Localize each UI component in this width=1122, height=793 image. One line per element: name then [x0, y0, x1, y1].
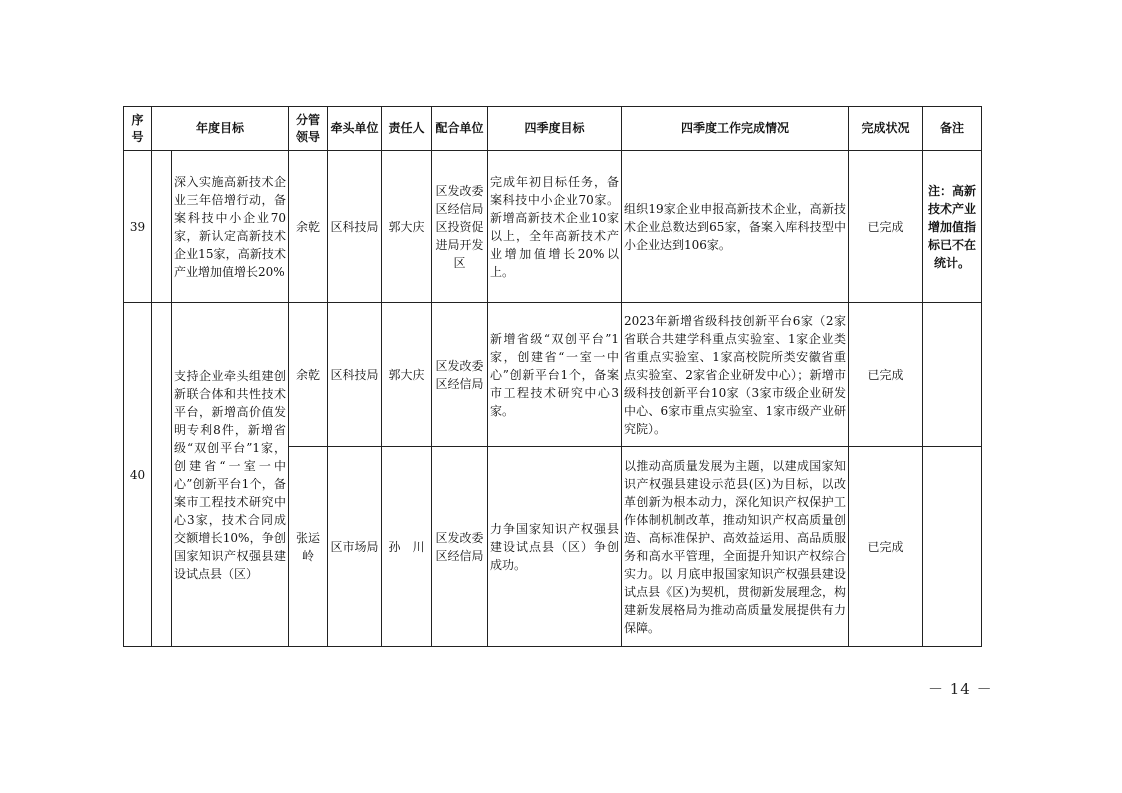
work-progress-table: [123, 106, 982, 647]
row-40-annual-goal: 支持企业牵头组建创新联合体和共性技术平台，新增高价值发明专利8件，新增省级“双创平台”1家，创建省“一室一中心”创新平台1个，备案市工程技术研究中心3家，技术合同成交额增长10%，争创国家知识产权强县建设试点县（区）: [172, 303, 289, 647]
header-done-status: 完成状况: [849, 107, 923, 151]
row-40a-q4-status: 2023年新增省级科技创新平台6家（2家省联合共建学科重点实验室、1家企业类省重点实验室、1家高校院所类安徽省重点实验室、2家省企业研发中心）；新增市级科技创新平台10家（3家市级企业研发中心、6家市重点实验室、1家市级产业研究院）。: [622, 303, 849, 447]
header-person: 责任人: [382, 107, 432, 151]
row-39-person: 郭大庆: [382, 151, 432, 303]
row-40b-person: 孙 川: [382, 447, 432, 647]
row-40a-remark: [923, 303, 982, 447]
row-39-leader: 余乾: [289, 151, 328, 303]
header-lead-unit: 牵头单位: [328, 107, 382, 151]
header-leader: 分管领导: [289, 107, 328, 151]
row-40b-coop-unit: 区发改委区经信局: [432, 447, 488, 647]
row-40a-leader: 余乾: [289, 303, 328, 447]
row-39-q4-status: 组织19家企业申报高新技术企业，高新技术企业总数达到65家，备案入库科技型中小企业达到106家。: [622, 151, 849, 303]
row-40b-lead-unit: 区市场局: [328, 447, 382, 647]
row-39-seq: 39: [124, 151, 152, 303]
row-40a-coop-unit: 区发改委区经信局: [432, 303, 488, 447]
row-39-remark: 注：高新技术产业增加值指标已不在统计。: [923, 151, 982, 303]
row-40a-lead-unit: 区科技局: [328, 303, 382, 447]
row-40a-person: 郭大庆: [382, 303, 432, 447]
table-row: [124, 303, 982, 447]
table-header-row: [124, 107, 982, 151]
header-coop-unit: 配合单位: [432, 107, 488, 151]
row-39-spacer: [152, 151, 172, 303]
header-q4-goal: 四季度目标: [488, 107, 622, 151]
row-39-q4-goal: 完成年初目标任务，备案科技中小企业70家。新增高新技术企业10家以上，全年高新技术产业增加值增长20%以上。: [488, 151, 622, 303]
row-39-annual-goal: 深入实施高新技术企业三年倍增行动，备案科技中小企业70家，新认定高新技术企业15家，高新技术产业增加值增长20%: [172, 151, 289, 303]
row-40-spacer: [152, 303, 172, 647]
row-40b-q4-goal: 力争国家知识产权强县建设试点县（区）争创成功。: [488, 447, 622, 647]
row-40b-leader: 张运岭: [289, 447, 328, 647]
header-q4-status: 四季度工作完成情况: [622, 107, 849, 151]
row-40b-q4-status: 以推动高质量发展为主题，以建成国家知识产权强县建设示范县(区)为目标，以改革创新为根本动力，深化知识产权保护工作体制机制改革，推动知识产权高质量创造、高标准保护、高效益运用、高品质服务和高水平管理，全面提升知识产权综合实力。以 月底申报国家知识产权强县建设试点县《区)为契机，贯彻新发展理念，构建新发展格局为推动高质量发展提供有力保障。: [622, 447, 849, 647]
row-39-coop-unit: 区发改委区经信局区投资促进局开发区: [432, 151, 488, 303]
row-39-lead-unit: 区科技局: [328, 151, 382, 303]
page-number: － 14 －: [928, 680, 993, 698]
row-40a-q4-goal: 新增省级“双创平台”1家，创建省“一室一中心”创新平台1个，备案市工程技术研究中心3家。: [488, 303, 622, 447]
row-40-seq: 40: [124, 303, 152, 647]
row-40a-done-status: 已完成: [849, 303, 923, 447]
row-40b-remark: [923, 447, 982, 647]
header-remark: 备注: [923, 107, 982, 151]
table-row: [124, 151, 982, 303]
row-39-done-status: 已完成: [849, 151, 923, 303]
header-seq: 序号: [124, 107, 152, 151]
header-annual-goal: 年度目标: [152, 107, 289, 151]
row-40b-done-status: 已完成: [849, 447, 923, 647]
